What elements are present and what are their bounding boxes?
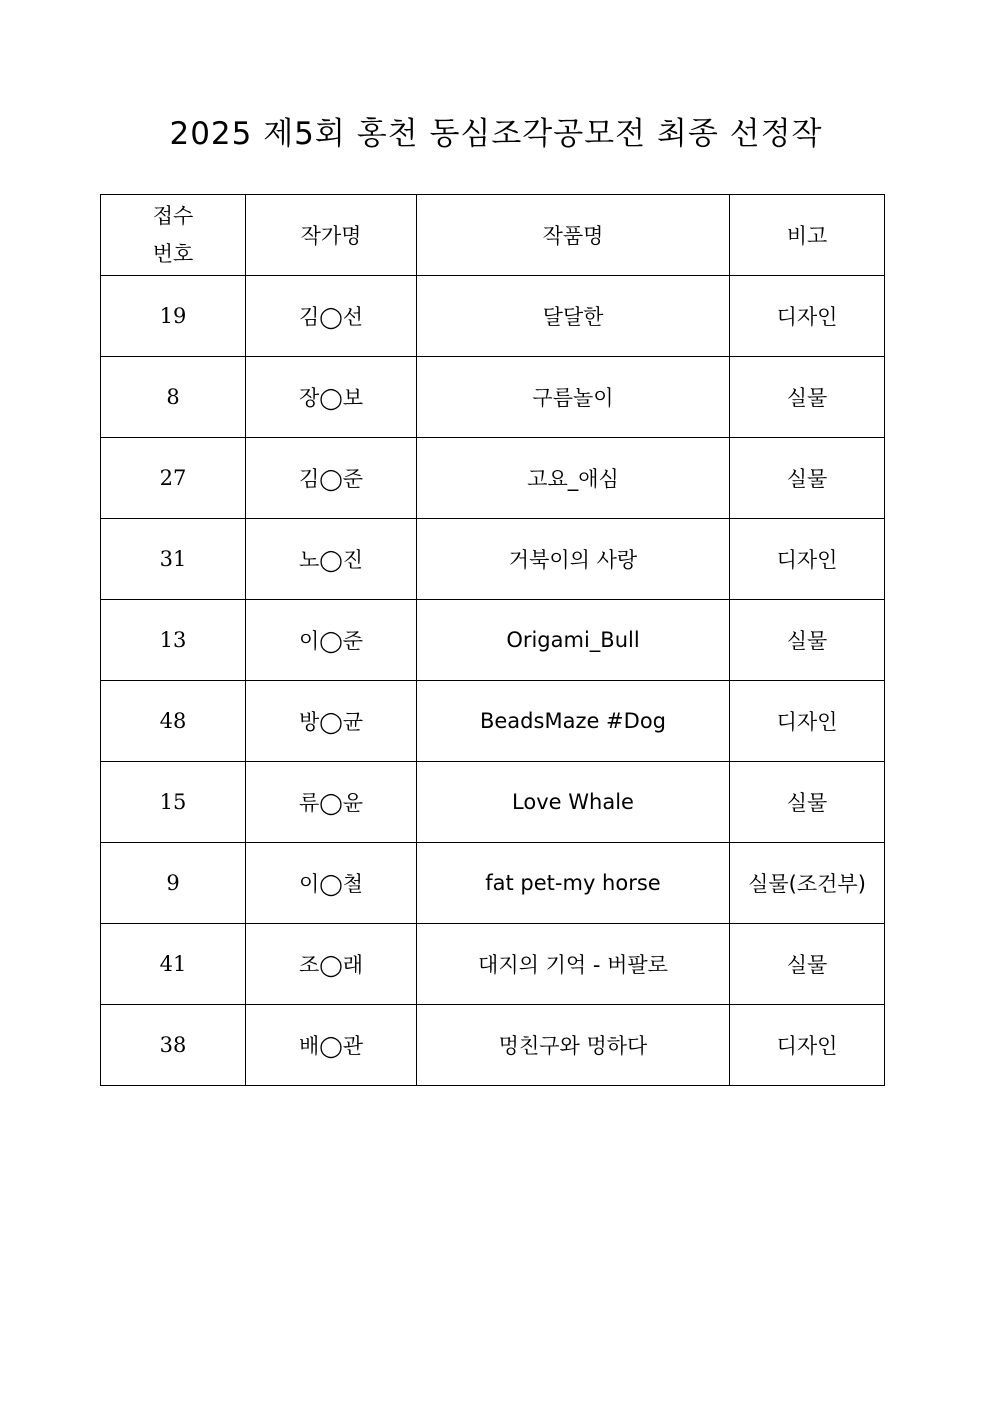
cell-artist: 배◯관 xyxy=(246,1005,417,1086)
cell-number: 31 xyxy=(101,519,246,600)
table-row xyxy=(101,357,885,438)
cell-note: 디자인 xyxy=(730,1005,885,1086)
cell-artist: 조◯래 xyxy=(246,924,417,1005)
table-row xyxy=(101,1005,885,1086)
cell-artist: 류◯윤 xyxy=(246,762,417,843)
cell-work: 달달한 xyxy=(417,276,730,357)
cell-artist: 이◯철 xyxy=(246,843,417,924)
cell-note: 실물 xyxy=(730,762,885,843)
cell-artist: 장◯보 xyxy=(246,357,417,438)
cell-note: 실물(조건부) xyxy=(730,843,885,924)
header-artist: 작가명 xyxy=(246,195,417,276)
cell-note: 디자인 xyxy=(730,276,885,357)
page-title: 2025 제5회 홍천 동심조각공모전 최종 선정작 xyxy=(169,116,823,152)
table-row xyxy=(101,843,885,924)
cell-artist: 노◯진 xyxy=(246,519,417,600)
table-row xyxy=(101,600,885,681)
table-header-row xyxy=(101,195,885,276)
table-row xyxy=(101,276,885,357)
header-number-label: 접수 번호 xyxy=(152,204,194,266)
table-row xyxy=(101,924,885,1005)
cell-note: 디자인 xyxy=(730,681,885,762)
cell-note: 실물 xyxy=(730,600,885,681)
cell-number: 38 xyxy=(101,1005,246,1086)
cell-artist: 김◯선 xyxy=(246,276,417,357)
cell-work: Origami_Bull xyxy=(417,600,730,681)
cell-artist: 이◯준 xyxy=(246,600,417,681)
table-row xyxy=(101,762,885,843)
cell-number: 9 xyxy=(101,843,246,924)
cell-note: 디자인 xyxy=(730,519,885,600)
cell-work: fat pet-my horse xyxy=(417,843,730,924)
cell-work: 멍친구와 멍하다 xyxy=(417,1005,730,1086)
cell-note: 실물 xyxy=(730,357,885,438)
cell-work: 대지의 기억 - 버팔로 xyxy=(417,924,730,1005)
cell-number: 41 xyxy=(101,924,246,1005)
cell-artist: 방◯균 xyxy=(246,681,417,762)
cell-number: 8 xyxy=(101,357,246,438)
header-number xyxy=(101,195,246,276)
cell-note: 실물 xyxy=(730,924,885,1005)
table-row xyxy=(101,438,885,519)
cell-number: 13 xyxy=(101,600,246,681)
header-note: 비고 xyxy=(730,195,885,276)
cell-work: 구름놀이 xyxy=(417,357,730,438)
table-row xyxy=(101,519,885,600)
cell-number: 19 xyxy=(101,276,246,357)
header-work: 작품명 xyxy=(417,195,730,276)
cell-number: 27 xyxy=(101,438,246,519)
cell-work: Love Whale xyxy=(417,762,730,843)
cell-number: 48 xyxy=(101,681,246,762)
table-row xyxy=(101,681,885,762)
cell-note: 실물 xyxy=(730,438,885,519)
cell-work: 거북이의 사랑 xyxy=(417,519,730,600)
cell-artist: 김◯준 xyxy=(246,438,417,519)
cell-work: 고요_애심 xyxy=(417,438,730,519)
selection-table xyxy=(100,194,885,1086)
cell-work: BeadsMaze #Dog xyxy=(417,681,730,762)
cell-number: 15 xyxy=(101,762,246,843)
